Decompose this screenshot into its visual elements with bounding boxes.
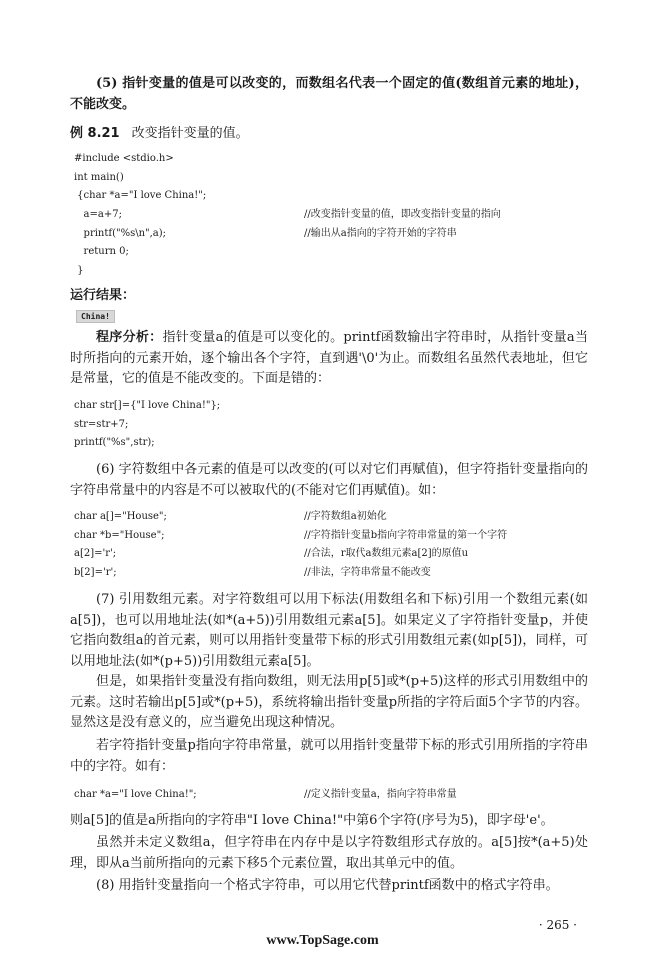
para-6: (6) 字符数组中各元素的值是可以改变的(可以对它们再赋值)，但字符指针变量指向的字符串常量中的内容是不可以被取代的(不能对它们再赋值)。如： (70, 462, 588, 498)
console-screenshot (76, 304, 594, 323)
code-comment: //非法，字符串常量不能改变 (304, 567, 431, 579)
analysis-label: 程序分析： (96, 330, 163, 345)
code-line: a=a+7; //改变指针变量的值，即改变指针变量的指向 (74, 206, 592, 225)
code-line: } (74, 265, 84, 277)
page-number: · 265 · (538, 918, 577, 932)
run-result-heading: 运行结果： (70, 288, 136, 303)
code-line: char str[]={"I love China!"}; (74, 400, 221, 411)
code-line: printf("%s\n",a); //输出从a指向的字符开始的字符串 (74, 225, 592, 244)
code-block-4 (74, 786, 592, 805)
example-title: 改变指针变量的值。 (131, 126, 249, 141)
code-line: b[2]='r'; //非法，字符串常量不能改变 (74, 564, 592, 583)
code-line: char *a="I love China!"; //定义指针变量a，指向字符串常量 (74, 786, 592, 805)
code-comment: //字符指针变量b指向字符串常量的第一个字符 (304, 529, 508, 541)
analysis-text: 指针变量a的值是可以变化的。printf函数输出字符串时，从指针变量a当时所指向的元素开始，逐个输出各个字符，直到遇'\0'为止。而数组名虽然代表地址，但它是常量，它的值是不能改变的。下面是错的： (70, 330, 588, 386)
code-comment: //字符数组a初始化 (304, 511, 387, 522)
code-block-1 (74, 150, 592, 281)
code-line: printf("%s",str); (74, 437, 155, 449)
code-block-3 (74, 508, 592, 583)
code-comment: //输出从a指向的字符开始的字符串 (304, 227, 457, 239)
code-line: {char *a="I love China!"; (74, 190, 207, 202)
para-7d: 则a[5]的值是a所指向的字符串"I love China!"中第6个字符(序号为5)，即字母'e'。 (70, 813, 554, 828)
example-heading (70, 122, 588, 141)
code-comment: //合法，r取代a数组元素a[2]的原值u (304, 548, 469, 560)
code-comment: //定义指针变量a，指向字符串常量 (304, 789, 457, 800)
code-line: return 0; (74, 246, 129, 258)
para-5: (5) 指针变量的值是可以改变的，而数组名代表一个固定的值(数组首元素的地址)，不能改变。 (70, 76, 588, 112)
para-7: (7) 引用数组元素。对字符数组可以用下标法(用数组名和下标)引用一个数组元素(如a[5])，也可以用地址法(如*(a+5))引用数组元素a[5]。如果定义了字符指针变量p，并使它指向数组a的首元素，则可以用指针变量带下标的形式引用数组元素(如p[5])，同样，可以用地址法(如*(p+5))引用数组元素a[5]。 (70, 592, 588, 669)
analysis-paragraph (70, 328, 588, 390)
para-7e: 虽然并未定义数组a，但字符串在内存中是以字符数组形式存放的。a[5]按*(a+5)处理，即从a当前所指向的元素下移5个元素位置，取出其单元中的值。 (70, 835, 588, 871)
console-output: China! (76, 310, 115, 323)
code-line: char *b="House"; //字符指针变量b指向字符串常量的第一个字符 (74, 527, 592, 546)
code-line: #include <stdio.h> (74, 153, 174, 164)
code-line: a[2]='r'; //合法，r取代a数组元素a[2]的原值u (74, 545, 592, 564)
example-number: 例 8.21 (70, 126, 120, 141)
code-block-2 (74, 397, 592, 453)
para-7b: 但是，如果指针变量没有指向数组，则无法用p[5]或*(p+5)这样的形式引用数组中的元素。这时若输出p[5]或*(p+5)，系统将输出指针变量p所指的字符后面5个字节的内容。显然这是没有意义的，应当避免出现这种情况。 (70, 674, 588, 730)
code-comment: //改变指针变量的值，即改变指针变量的指向 (304, 209, 501, 221)
code-line: str=str+7; (74, 418, 129, 430)
para-8: (8) 用指针变量指向一个格式字符串，可以用它代替printf函数中的格式字符串。 (96, 878, 559, 893)
footer-watermark: www.TopSage.com (266, 933, 379, 948)
para-7c: 若字符指针变量p指向字符串常量，就可以用指针变量带下标的形式引用所指的字符串中的字符。如有： (70, 738, 588, 774)
code-line: int main() (74, 171, 124, 183)
code-line: char a[]="House"; //字符数组a初始化 (74, 508, 592, 527)
